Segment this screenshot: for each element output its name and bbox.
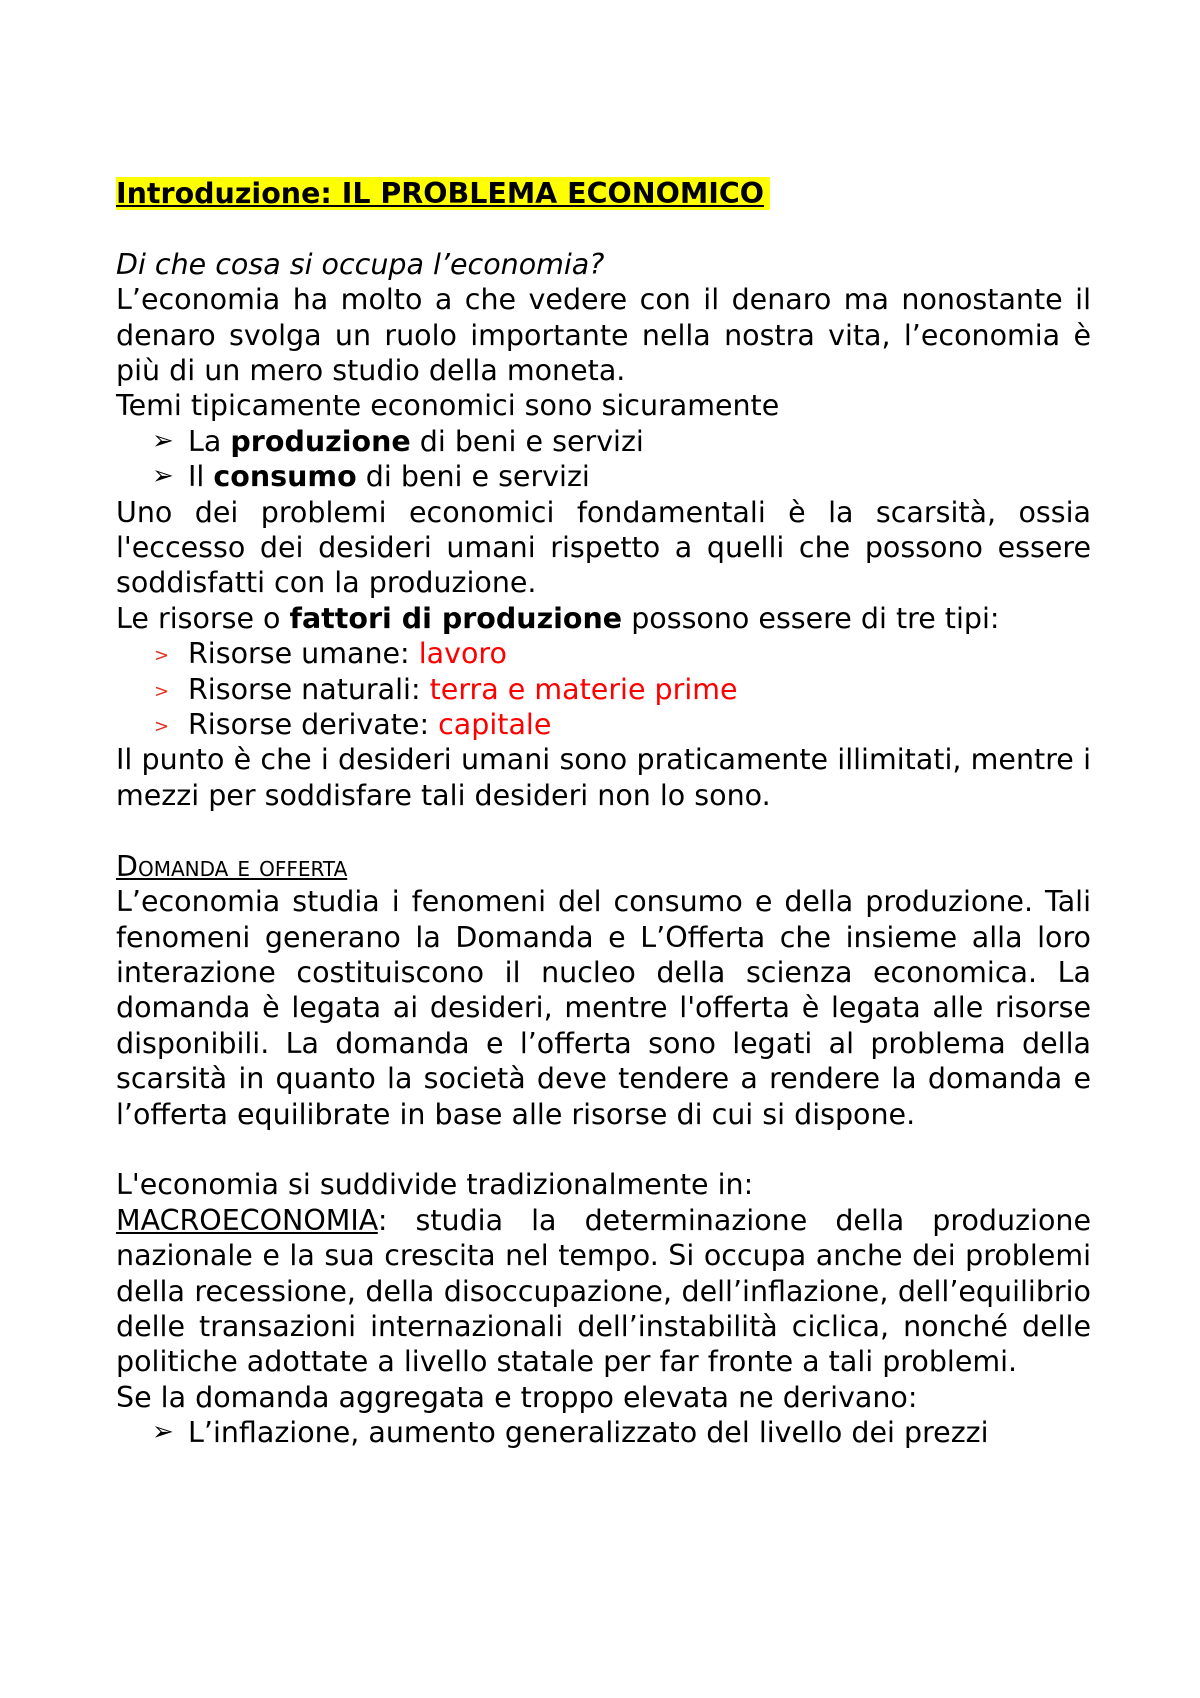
arrow-bullet-icon: ➢ <box>152 461 174 492</box>
paragraph-4: Le risorse o fattori di produzione possono essere di tre tipi: <box>116 601 1000 635</box>
chevron-right-icon: > <box>154 716 170 738</box>
paragraph-6: L’economia studia i fenomeni del consumo e della produzione. Tali fenomeni generano la Domanda e L’Offerta che insieme alla loro interazione costituiscono il nucleo della scienza economica. La domanda è legata ai desideri, mentre l'offerta è legata alle risorse disponibili. La domanda e l’offerta sono legati al problema della scarsità in quanto la società deve tendere a rendere la domanda e l’offerta equilibrate in base alle risorse di cui si dispone. <box>116 885 1091 1131</box>
arrow-bullet-icon: ➢ <box>152 1417 174 1448</box>
page-title: Introduzione: IL PROBLEMA ECONOMICO <box>116 177 770 210</box>
arrow-bullet-icon: ➢ <box>152 425 174 456</box>
chevron-right-icon: > <box>154 680 170 702</box>
question-heading: Di che cosa si occupa l’economia? <box>116 247 605 281</box>
document-body <box>116 176 1091 1451</box>
list-item: > Risorse naturali: terra e materie prime <box>116 672 1091 707</box>
list-item: ➢ L’inflazione, aumento generalizzato del livello dei prezzi <box>152 1416 989 1450</box>
spacer <box>116 1132 1091 1167</box>
list-themes <box>116 424 1091 495</box>
list-item: > Risorse derivate: capitale <box>116 707 1091 742</box>
paragraph-8: Se la domanda aggregata e troppo elevata ne derivano: <box>116 1380 918 1414</box>
paragraph-5: Il punto è che i desideri umani sono praticamente illimitati, mentre i mezzi per soddisfare tali desideri non lo sono. <box>116 743 1091 812</box>
paragraph-3: Uno dei problemi economici fondamentali è la scarsità, ossia l'eccesso dei desideri umani rispetto a quelli che possono essere soddisfatti con la produzione. <box>116 495 1091 600</box>
spacer <box>116 813 1091 848</box>
spacer <box>116 211 1091 246</box>
chevron-right-icon: > <box>154 645 170 667</box>
list-item: > Risorse umane: lavoro <box>116 636 1091 671</box>
paragraph-1: L’economia ha molto a che vedere con il denaro ma nonostante il denaro svolga un ruolo importante nella nostra vita, l’economia è più di un mero studio della moneta. <box>116 283 1091 388</box>
section-heading: Domanda e offerta <box>116 849 348 883</box>
paragraph-macro: MACROECONOMIA: studia la determinazione della produzione nazionale e la sua crescita nel tempo. Si occupa anche dei problemi della recessione, della disoccupazione, dell’inflazione, dell’equilibrio delle transazioni internazionali dell’instabilità ciclica, nonché delle politiche adottate a livello statale per far fronte a tali problemi. <box>116 1203 1091 1379</box>
list-item: ➢ Il consumo di beni e servizi <box>152 460 590 494</box>
title-line <box>116 176 1091 211</box>
paragraph-7: L'economia si suddivide tradizionalmente in: <box>116 1168 754 1202</box>
list-resources <box>116 636 1091 742</box>
paragraph-2: Temi tipicamente economici sono sicuramente <box>116 389 780 423</box>
list-effects <box>116 1415 1091 1450</box>
list-item: ➢ La produzione di beni e servizi <box>152 424 644 458</box>
